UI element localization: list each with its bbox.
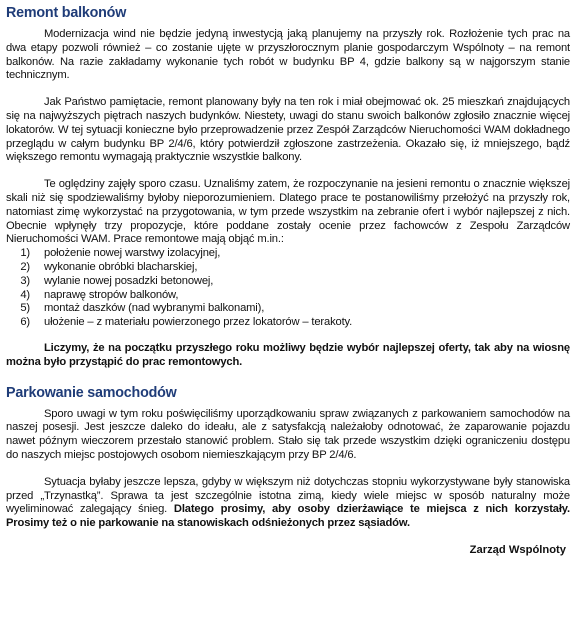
list-number: 2) (20, 260, 30, 273)
paragraph-text: Sytuacja byłaby jeszcze lepsza, gdyby w większym niż dotychczas stopniu wykorzystywane były stanowiska przed „Trzynastką”. Sprawa ta jest szczególnie istotna zimą, kiedy wiele miejsc w sposób naturalny może wyeliminować zalegający śnieg. (6, 475, 570, 516)
list-number: 5) (20, 302, 30, 315)
signature: Zarząd Wspólnoty (469, 543, 566, 556)
paragraph (6, 476, 570, 531)
list-item (6, 275, 570, 289)
list-item (6, 247, 570, 261)
list-item (6, 289, 570, 303)
paragraph: Te oględziny zajęły sporo czasu. Uznaliśmy zatem, że rozpoczynanie na jesieni remontu o znacznie większej skali niż się spodziewaliśmy byłoby nieporozumieniem. Dlatego prace te postanowiliśmy przełożyć na przyszły rok, natomiast zimę wykorzystać na przygotowania, w tym przede wszystkim na zebranie ofert i wybór najlepszej z nich. Obecnie wpłynęły trzy propozycje, które poddane zostały ocenie przez fachowców z Zespołu Zarządców Nieruchomości WAM. Prace remontowe mają objąć m.in.: (6, 178, 570, 246)
list-text: wylanie nowej posadzki betonowej, (44, 274, 214, 287)
paragraph: Modernizacja wind nie będzie jedyną inwestycją jaką planujemy na przyszły rok. Rozłożenie tych prac na dwa etapy pozwoli również – co zostanie ujęte w przyszłorocznym planie gospodarczym Wspólnoty – na remont balkonów. Na razie zakładamy wykonanie tych robót w budynku BP 4, gdzie balkony są w najgorszym stanie technicznym. (6, 28, 570, 82)
list-number: 6) (20, 316, 30, 329)
repair-scope-list (6, 247, 570, 330)
list-text: wykonanie obróbki blacharskiej, (44, 260, 198, 273)
section-title-parking: Parkowanie samochodów (6, 384, 177, 401)
list-number: 4) (20, 288, 30, 301)
list-item (6, 261, 570, 275)
section-title-balconies: Remont balkonów (6, 5, 127, 21)
list-number: 3) (20, 274, 30, 287)
list-text: naprawę stropów balkonów, (44, 288, 179, 301)
paragraph: Sporo uwagi w tym roku poświęciliśmy uporządkowaniu spraw związanych z parkowaniem samochodów na naszej posesji. Jest jeszcze daleko do ideału, ale z satysfakcją należałoby odnotować, że zaparowanie pojazdu nawet późnym wieczorem przestało stanowić problem. Stało się tak przede wszystkim dzięki ograniczeniu dostępu do naszych miejsc postojowych osobom niemieszkającym przy BP 2/4/6. (6, 407, 570, 461)
paragraph-bold-text: Dlatego prosimy, aby osoby dzierżawiące te miejsca z nich korzystały. Prosimy też o nie parkowanie na stanowiskach odśnieżonych przez sąsiadów. (6, 503, 570, 530)
paragraph: Jak Państwo pamiętacie, remont planowany były na ten rok i miał obejmować ok. 25 mieszkań znajdujących się na najwyższych piętrach naszych budynków. Niestety, uwagi do stanu swoich balkonów zgłosiło znacznie więcej lokatorów. W tej sytuacji konieczne było przeprowadzenie przez Zespół Zarządców Nieruchomości WAM dokładnego przeglądu w całym budynku BP 2/4/6, który potwierdził zgłoszone zastrzeżenia. Okazało się, iż mniejszego, bądź większego remontu wymagają praktycznie wszystkie balkony. (6, 96, 570, 164)
list-text: montaż daszków (nad wybranymi balkonami), (44, 302, 265, 315)
list-text: ułożenie – z materiału powierzonego przez lokatorów – terakoty. (44, 316, 353, 329)
list-item (6, 316, 570, 330)
highlight-paragraph: Liczymy, że na początku przyszłego roku możliwy będzie wybór najlepszej oferty, tak aby na wiosnę można było przystąpić do prac remontowych. (6, 341, 570, 368)
list-number: 1) (20, 247, 30, 260)
list-text: położenie nowej warstwy izolacyjnej, (44, 247, 221, 260)
list-item (6, 302, 570, 316)
